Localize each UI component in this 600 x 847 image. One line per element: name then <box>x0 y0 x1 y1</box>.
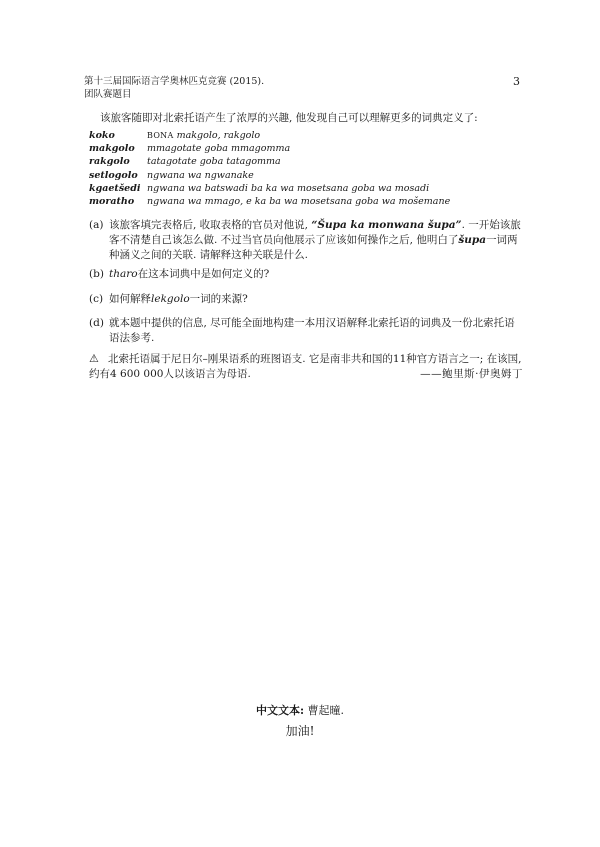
dictionary-row <box>89 155 450 168</box>
question-text: 在这本词典中是如何定义的? <box>137 268 270 280</box>
headword: makgolo <box>89 143 135 155</box>
term-word: šupa <box>458 234 487 246</box>
question-text: 一词两种涵义之间的关联. 请解释这种关联是什么. <box>109 234 518 261</box>
competition-title: 第十三届国际语言学奥林匹克竞赛 (2015). <box>84 76 265 87</box>
question-label: (c) <box>89 293 104 305</box>
translation-credit <box>0 702 600 718</box>
question-text: . 一开始该旅客不清楚自己该怎么做. 不过当官员向他展示了应该如何操作之后, 他明白了 <box>109 219 521 246</box>
dictionary-row <box>89 142 450 155</box>
dictionary-row <box>89 129 450 142</box>
dictionary-row <box>89 169 450 182</box>
definition-text: ngwana wa mmago, e ka ba wa mosetsana goba wa mošemane <box>147 196 451 208</box>
page-number: 3 <box>513 75 520 88</box>
definition <box>147 142 450 155</box>
headword: setlogolo <box>89 169 138 181</box>
quoted-phrase: “Šupa ka monwana šupa” <box>311 219 462 231</box>
question-d <box>89 316 521 346</box>
author-signature: ——鲍里斯·伊奥姆丁 <box>420 368 523 380</box>
question-label: (a) <box>89 219 104 231</box>
definition-text: makgolo, rakgolo <box>173 130 261 141</box>
question-b <box>89 267 521 282</box>
warning-triangle-icon: ⚠ <box>89 352 99 365</box>
question-label: (b) <box>89 268 104 280</box>
term-word: lekgolo <box>151 293 190 305</box>
dictionary-table <box>89 129 450 208</box>
dictionary-row <box>89 195 450 208</box>
question-label: (d) <box>89 317 104 329</box>
headword: rakgolo <box>89 156 130 168</box>
question-text: 就本题中提供的信息, 尽可能全面地构建一本用汉语解释北索托语的词典及一份北索托语语法参考. <box>109 317 515 344</box>
page-header <box>84 75 520 101</box>
question-text: 该旅客填完表格后, 收取表格的官员对他说, <box>109 219 312 231</box>
definition <box>147 169 450 182</box>
question-a <box>89 218 521 263</box>
definition-text: tatagotate goba tatagomma <box>147 156 281 168</box>
term-word: tharo <box>109 268 138 280</box>
question-c <box>89 292 521 307</box>
round-title: 团队赛题目 <box>84 89 132 100</box>
question-text: 一词的来源? <box>189 293 248 305</box>
definition <box>147 129 450 142</box>
definition <box>147 155 450 168</box>
question-text: 如何解释 <box>109 293 151 305</box>
definition-text: mmagotate goba mmagomma <box>147 143 291 155</box>
credit-name: 曹起曈. <box>304 704 345 717</box>
headword: kgaetšedi <box>89 182 141 194</box>
credit-label: 中文文本: <box>255 704 305 717</box>
definition-prefix: BONA <box>147 131 174 140</box>
language-note <box>89 351 523 382</box>
definition <box>147 195 450 208</box>
cheer-text: 加油! <box>285 724 315 738</box>
note-text: 北索托语属于尼日尔–刚果语系的班图语支. 它是南非共和国的11种官方语言之一; 在该国, 约有4 600 000人以该语言为母语. <box>89 353 522 380</box>
definition <box>147 182 450 195</box>
definition-text: ngwana wa ngwanake <box>147 169 254 181</box>
definition-text: ngwana wa batswadi ba ka wa mosetsana goba wa mosadi <box>147 182 430 194</box>
headword: moratho <box>89 196 135 208</box>
intro-text: 该旅客随即对北索托语产生了浓厚的兴趣, 他发现自己可以理解更多的词典定义了: <box>100 112 478 124</box>
dictionary-row <box>89 182 450 195</box>
headword: koko <box>89 130 115 141</box>
